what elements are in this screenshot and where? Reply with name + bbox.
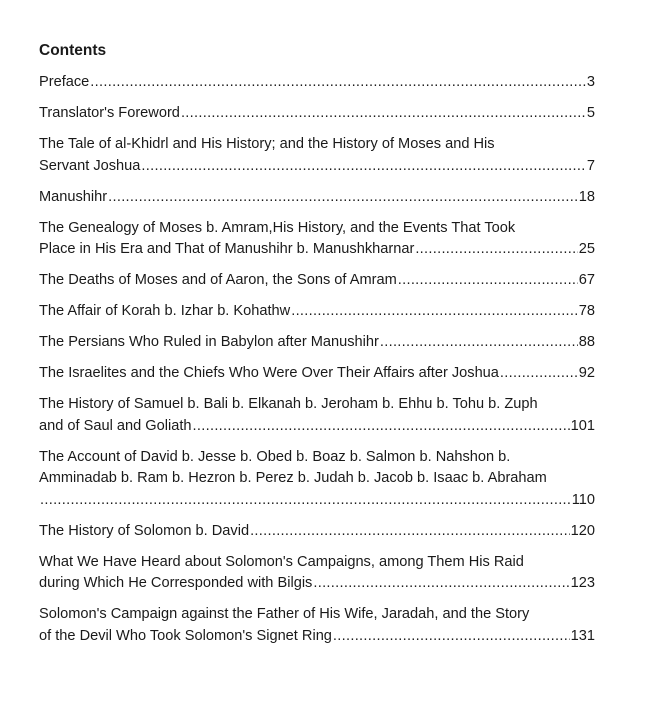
toc-entry-title: Servant Joshua (39, 157, 141, 174)
toc-page-number: 101 (570, 417, 595, 434)
dot-leader (398, 270, 578, 292)
toc-page-number: 78 (578, 303, 595, 319)
toc-entry-title-line: The Account of David b. Jesse b. Obed b. Boaz b. Salmon b. Nahshon b. (39, 448, 511, 465)
contents-heading: Contents (39, 42, 107, 59)
toc-page-number: 7 (586, 157, 595, 174)
toc-entry (39, 394, 595, 437)
toc-entry-title: and of Saul and Goliath (39, 417, 192, 434)
toc-entry-leader-line (39, 301, 595, 323)
dot-leader (193, 416, 570, 438)
toc-entry (39, 552, 595, 595)
table-of-contents (39, 72, 595, 657)
toc-page-number: 25 (578, 241, 595, 257)
toc-entry (39, 134, 595, 177)
toc-entry-leader-line (39, 363, 595, 385)
toc-entry-leader-line (39, 626, 595, 648)
dot-leader (181, 103, 586, 125)
toc-entry-title-line: The Tale of al-Khidrl and His History; and the History of Moses and His (39, 136, 495, 152)
toc-entry (39, 447, 595, 512)
toc-page-number: 131 (570, 627, 595, 644)
toc-page-number: 88 (578, 334, 595, 350)
toc-entry-title: Translator's Foreword (39, 105, 180, 121)
dot-leader (380, 332, 578, 354)
toc-page-number: 123 (570, 575, 595, 591)
toc-entry (39, 103, 595, 125)
toc-entry (39, 604, 595, 647)
toc-entry-leader-line (39, 490, 595, 512)
dot-leader (333, 626, 570, 648)
toc-page-number: 110 (571, 491, 595, 508)
dot-leader (291, 301, 578, 323)
toc-entry-title-line: The History of Samuel b. Bali b. Elkanah b. Jeroham b. Ehhu b. Tohu b. Zuph (39, 396, 538, 412)
dot-leader (500, 363, 578, 385)
toc-entry-title: Place in His Era and That of Manushihr b. Manushkharnar (39, 241, 415, 257)
toc-entry (39, 301, 595, 323)
toc-entry-leader-line (39, 521, 595, 543)
toc-entry-title: The Persians Who Ruled in Babylon after Manushihr (39, 334, 379, 350)
dot-leader (141, 156, 585, 178)
toc-entry-leader-line (39, 239, 595, 261)
dot-leader (250, 521, 570, 543)
toc-page-number: 5 (586, 105, 595, 121)
toc-entry (39, 218, 595, 261)
toc-page-number: 3 (586, 74, 595, 90)
toc-entry (39, 363, 595, 385)
toc-entry (39, 332, 595, 354)
toc-entry-title: The Deaths of Moses and of Aaron, the Sons of Amram (39, 272, 397, 288)
toc-page-number: 67 (578, 272, 595, 288)
toc-entry-leader-line (39, 72, 595, 94)
toc-entry-title: of the Devil Who Took Solomon's Signet Ring (39, 627, 332, 644)
toc-entry-leader-line (39, 332, 595, 354)
toc-entry-leader-line (39, 187, 595, 209)
toc-entry-title: Preface (39, 74, 90, 90)
toc-entry (39, 270, 595, 292)
dot-leader (108, 187, 578, 209)
toc-entry-title-line: Solomon's Campaign against the Father of His Wife, Jaradah, and the Story (39, 606, 530, 622)
dot-leader (40, 490, 571, 512)
toc-entry-leader-line (39, 270, 595, 292)
toc-page-number: 92 (578, 365, 595, 381)
toc-entry-title-line: The Genealogy of Moses b. Amram,His History, and the Events That Took (39, 219, 516, 236)
toc-entry-leader-line (39, 573, 595, 595)
toc-entry-leader-line (39, 416, 595, 438)
toc-entry-title: The Affair of Korah b. Izhar b. Kohathw (39, 303, 291, 319)
dot-leader (415, 239, 577, 261)
toc-entry (39, 187, 595, 209)
dot-leader (90, 72, 586, 94)
toc-entry-title: during Which He Corresponded with Bilgis (39, 575, 313, 591)
toc-entry-leader-line (39, 156, 595, 178)
toc-entry-title-line: Amminadab b. Ram b. Hezron b. Perez b. Judah b. Jacob b. Isaac b. Abraham (39, 470, 547, 486)
toc-entry-title: Manushihr (39, 188, 108, 205)
toc-entry (39, 72, 595, 94)
toc-page-number: 120 (570, 522, 595, 539)
toc-page-number: 18 (578, 188, 595, 205)
toc-entry-leader-line (39, 103, 595, 125)
dot-leader (313, 573, 569, 595)
toc-entry-title: The History of Solomon b. David (39, 522, 250, 539)
toc-entry (39, 521, 595, 543)
toc-entry-title: The Israelites and the Chiefs Who Were Over Their Affairs after Joshua (39, 365, 499, 381)
toc-entry-title-line: What We Have Heard about Solomon's Campaigns, among Them His Raid (39, 553, 524, 570)
